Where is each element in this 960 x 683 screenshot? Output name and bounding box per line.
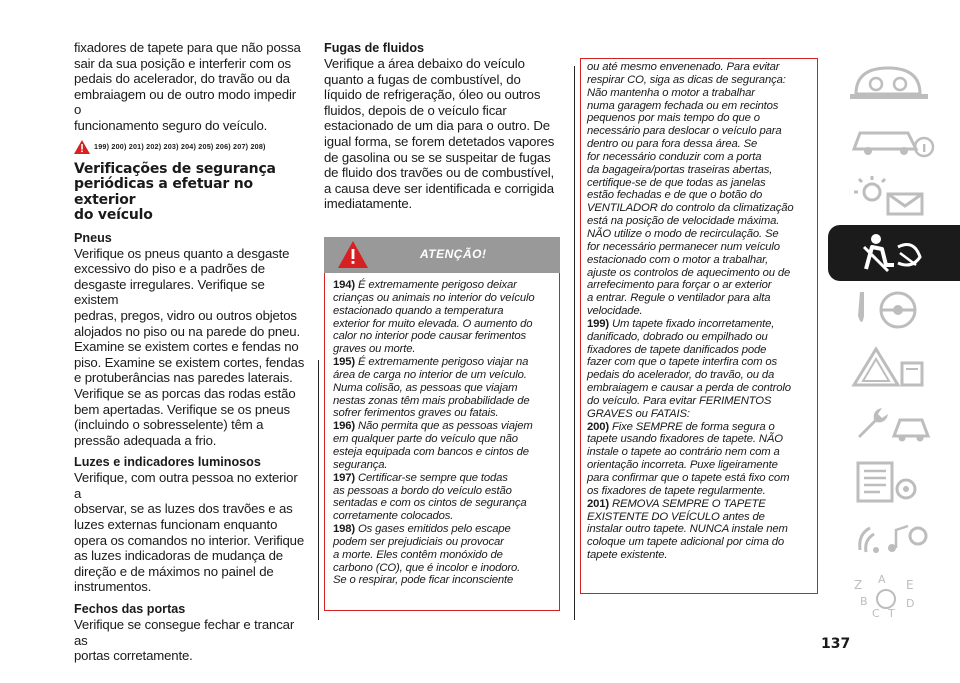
note-195: 195) É extremamente perigoso viajar na área de carga no interior de um veículo. Numa colisão, as pessoas que viajam nestas zonas têm mais probabilidade de sofrer ferimentos graves ou fatais. <box>333 356 530 420</box>
note-200: 200) Fixe SEMPRE de forma segura o tapete usando fixadores de tapete. NÃO instale o tapete ao contrário nem com a orientação incorreta. Puxe ligeiramente para confirmar que o tapete está fixo com os fixadores de tapete regularmente. <box>587 420 790 497</box>
svg-text:C: C <box>872 607 880 619</box>
column-1 <box>74 40 306 664</box>
sidebar-item-emergency[interactable] <box>828 339 960 395</box>
leaks-heading: Fugas de fluidos <box>324 41 425 55</box>
svg-text:T: T <box>888 607 895 619</box>
column-2 <box>324 40 562 212</box>
chapter-sidebar <box>828 54 960 624</box>
warning-box-continued <box>580 58 818 594</box>
lights-heading: Luzes e indicadores luminosos <box>74 455 261 470</box>
warning-title: ATENÇÃO! <box>420 247 487 261</box>
sidebar-item-safety[interactable] <box>828 225 960 281</box>
warning-triangle-icon <box>338 241 368 268</box>
sidebar-item-maintenance[interactable] <box>828 396 960 452</box>
note-194: 194) É extremamente perigoso deixar crianças ou animais no interior do veículo estacionado quando a temperatura exterior for muito elevada. O aumento do calor no interior pode causar ferimentos graves ou morte. <box>333 279 535 356</box>
maintenance-icon <box>836 400 946 448</box>
index-icon <box>836 571 946 619</box>
section-title: Verificações de segurança periódicas a efetuar no exterior do veículo <box>74 160 276 224</box>
technical-data-icon <box>836 457 946 505</box>
warning-notes <box>324 273 560 611</box>
note-197: 197) Certificar-se sempre que todas as pessoas a bordo do veículo estão sentadas e com os cintos de segurança corretamente colocados. <box>333 471 527 523</box>
co-safety-paragraph: ou até mesmo envenenado. Para evitar respirar CO, siga as dicas de segurança: Não mantenha o motor a trabalhar numa garagem fechada ou em recintos pequenos por mais tempo do que o necessário para deslocar o veículo para dentro ou para fora dessa área. Se for necessário conduzir com a porta da bagageira/portas traseiras abertas, certifique-se de que todas as janelas estão fechadas e de que o botão do VENTILADOR do controlo da climatização está na posição de velocidade máxima. NÃO utilize o modo de recirculação. Se for necessário permanecer num veículo estacionado com o motor a trabalhar, ajuste os controlos de aquecimento ou de arrefecimento para forçar o ar exterior a entrar. Regule o ventilador para alta velocidade. <box>587 61 794 318</box>
emergency-icon <box>836 343 946 391</box>
sidebar-item-index[interactable] <box>828 567 960 623</box>
intro-paragraph: fixadores de tapete para que não possa sair da sua posição e interferir com os pedais do acelerador, do travão ou da embraiagem ou de outro modo impedir o funcionamento seguro do veículo. <box>74 40 301 133</box>
sidebar-item-warning-lights[interactable] <box>828 168 960 224</box>
sidebar-item-starting-driving[interactable] <box>828 282 960 338</box>
leaks-paragraph: Verifique a área debaixo do veículo quanto a fugas de combustível, do líquido de refrigeração, óleo ou outros fluidos, depois de o veículo ficar estacionado de um dia para o outro. De igual forma, se forem detetados vapores de gasolina ou se se suspeitar de fugas de fluido dos travões ou de combustível, a causa deve ser identificada e corrigida imediatamente. <box>324 56 555 212</box>
safety-icon <box>836 229 946 277</box>
doors-paragraph: Verifique se consegue fechar e trancar as portas corretamente. <box>74 617 295 664</box>
note-199: 199) Um tapete fixado incorretamente, danificado, dobrado ou empilhado ou fixadores de tapete danificados pode fazer com que o tapete interfira com os pedais do acelerador, do travão, ou da embraiagem e causar a perda de controlo do veículo. Para evitar FERIMENTOS GRAVES ou FATAIS: <box>587 317 791 420</box>
dashboard-icon <box>836 58 946 106</box>
warning-header <box>324 237 560 273</box>
car-info-icon <box>836 115 946 163</box>
sidebar-item-dashboard[interactable] <box>828 54 960 110</box>
svg-text:D: D <box>906 597 915 610</box>
svg-text:Z: Z <box>854 578 863 592</box>
sidebar-item-technical-data[interactable] <box>828 453 960 509</box>
sidebar-item-car-info[interactable] <box>828 111 960 167</box>
lights-paragraph: Verifique, com outra pessoa no exterior a observar, se as luzes dos travões e as luzes externas funcionam enquanto opera os comandos no interior. Verifique as luzes indicadoras de mudança de direção e de máximos no painel de instrumentos. <box>74 470 305 595</box>
warning-box <box>324 237 560 611</box>
multimedia-icon <box>836 514 946 562</box>
page-number: 137 <box>821 636 851 652</box>
column-divider-1 <box>318 360 319 620</box>
tyres-heading: Pneus <box>74 230 112 245</box>
note-201: 201) REMOVA SEMPRE O TAPETE EXISTENTE DO VEÍCULO antes de instalar outro tapete. NUNCA instale nem coloque um tapete adicional por cima do tapete existente. <box>587 497 788 562</box>
warning-references <box>74 140 306 154</box>
warning-triangle-icon <box>74 140 90 154</box>
note-196: 196) Não permita que as pessoas viajem em qualquer parte do veículo que não esteja equipada com bancos e cintos de segurança. <box>333 420 533 471</box>
svg-text:E: E <box>906 578 914 592</box>
reference-numbers: 199) 200) 201) 202) 203) 204) 205) 206) 207) 208) <box>94 142 266 152</box>
doors-heading: Fechos das portas <box>74 602 186 617</box>
starting-driving-icon <box>836 286 946 334</box>
tyres-paragraph: Verifique os pneus quanto a desgaste excessivo do piso e a padrões de desgaste irregulares. Verifique se existem pedras, pregos, vidro ou outros objetos alojados no piso ou na parede do pneu. Examine se existem cortes e fendas no piso. Examine se existem cortes, fendas e protuberâncias nas paredes laterais. Verifique se as porcas das rodas estão bem apertadas. Verifique se os pneus (incluindo o sobresselente) têm a pressão adequada a frio. <box>74 245 305 448</box>
sidebar-item-multimedia[interactable] <box>828 510 960 566</box>
warning-lights-icon <box>836 172 946 220</box>
note-198: 198) Os gases emitidos pelo escape podem ser prejudiciais ou provocar a morte. Eles contêm monóxido de carbono (CO), que é incolor e inodoro. Se o respirar, pode ficar inconsciente <box>333 523 521 587</box>
svg-text:A: A <box>878 573 886 586</box>
svg-text:B: B <box>860 595 868 608</box>
column-divider-2 <box>574 66 575 620</box>
